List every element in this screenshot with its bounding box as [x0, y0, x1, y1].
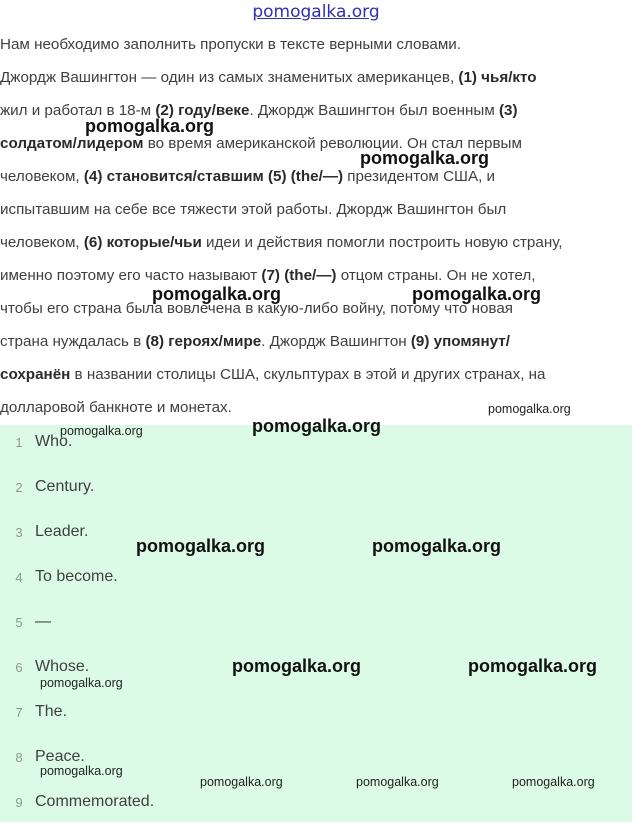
text-segment: идеи и действия помогли построить новую страну,	[201, 234, 563, 251]
watermark: pomogalka.org	[372, 536, 502, 556]
watermark: pomogalka.org	[60, 424, 143, 438]
answer-number: 9	[15, 795, 23, 810]
task-line	[0, 28, 632, 61]
answer-row	[0, 560, 632, 600]
watermark: pomogalka.org	[40, 676, 123, 690]
text-segment: человеком,	[0, 234, 84, 251]
answer-number: 7	[15, 705, 23, 720]
answer-row	[0, 605, 632, 645]
answer-number: 8	[15, 750, 23, 765]
answer-text: Who.	[35, 433, 73, 450]
gap-option: (4) становится/ставшим (5) (the/—)	[83, 168, 344, 185]
answer-number: 4	[15, 570, 23, 585]
watermark: pomogalka.org	[152, 284, 282, 304]
watermark: pomogalka.org	[468, 656, 598, 676]
task-line	[0, 358, 632, 391]
text-segment: Джордж Вашингтон — один из самых знаменитых американцев,	[0, 69, 459, 86]
answer-text: Commemorated.	[35, 793, 155, 810]
text-segment: . Джордж Вашингтон	[261, 333, 411, 350]
watermark: pomogalka.org	[40, 764, 123, 778]
answer-text: —	[35, 613, 51, 630]
text-segment: во время американской революции. Он стал первым	[143, 135, 522, 152]
gap-option: (8) героях/мире	[145, 333, 262, 350]
text-segment: именно поэтому его часто называют	[0, 267, 262, 284]
gap-option: сохранён	[0, 366, 71, 383]
gap-option: (7) (the/—)	[261, 267, 337, 284]
answer-text: Whose.	[35, 658, 90, 675]
gap-option: (9) упомянут/	[410, 333, 510, 350]
text-segment: испытавшим на себе все тяжести этой работы. Джордж Вашингтон был	[0, 201, 507, 218]
answer-row	[0, 470, 632, 510]
gap-option: (2) году/веке	[155, 102, 250, 119]
task-line	[0, 61, 632, 94]
watermark: pomogalka.org	[252, 416, 382, 436]
answer-number: 5	[15, 615, 23, 630]
answer-text: The.	[35, 703, 68, 720]
answer-number: 2	[15, 480, 23, 495]
task-line	[0, 226, 632, 259]
text-segment: человеком,	[0, 168, 84, 185]
watermark: pomogalka.org	[200, 775, 283, 789]
watermark: pomogalka.org	[136, 536, 266, 556]
answer-row	[0, 785, 632, 825]
text-segment: президентом США, и	[343, 168, 496, 185]
gap-option: (6) которые/чьи	[83, 234, 202, 251]
task-line	[0, 193, 632, 226]
answer-number: 3	[15, 525, 23, 540]
header-watermark: pomogalka.org	[252, 2, 380, 22]
text-segment: жил и работал в 18-м	[0, 102, 156, 119]
text-segment: чтобы его страна была вовлечена в какую-либо войну, потому что новая	[0, 300, 513, 317]
text-segment: страна нуждалась в	[0, 333, 146, 350]
answer-number: 1	[15, 435, 23, 450]
text-segment: Нам необходимо заполнить пропуски в тексте верными словами.	[0, 36, 461, 53]
watermark: pomogalka.org	[232, 656, 362, 676]
answers-panel	[0, 425, 632, 822]
text-segment: . Джордж Вашингтон был военным	[249, 102, 499, 119]
gap-option: (1) чья/кто	[458, 69, 537, 86]
watermark: pomogalka.org	[412, 284, 542, 304]
watermark: pomogalka.org	[360, 148, 490, 168]
answer-row	[0, 515, 632, 555]
answer-text: Peace.	[35, 748, 85, 765]
text-segment: в названии столицы США, скульптурах в этой и других странах, на	[70, 366, 546, 383]
task-text	[0, 28, 632, 424]
gap-option: солдатом/лидером	[0, 135, 144, 152]
answer-text: To become.	[35, 568, 118, 585]
watermark: pomogalka.org	[356, 775, 439, 789]
task-line	[0, 325, 632, 358]
watermark: pomogalka.org	[512, 775, 595, 789]
watermark: pomogalka.org	[488, 402, 571, 416]
answer-text: Century.	[35, 478, 95, 495]
answer-number: 6	[15, 660, 23, 675]
watermark: pomogalka.org	[85, 116, 215, 136]
text-segment: долларовой банкноте и монетах.	[0, 399, 232, 416]
answer-row	[0, 695, 632, 735]
gap-option: (3)	[499, 102, 518, 119]
text-segment: отцом страны. Он не хотел,	[336, 267, 536, 284]
task-line	[0, 160, 632, 193]
answer-text: Leader.	[35, 523, 89, 540]
